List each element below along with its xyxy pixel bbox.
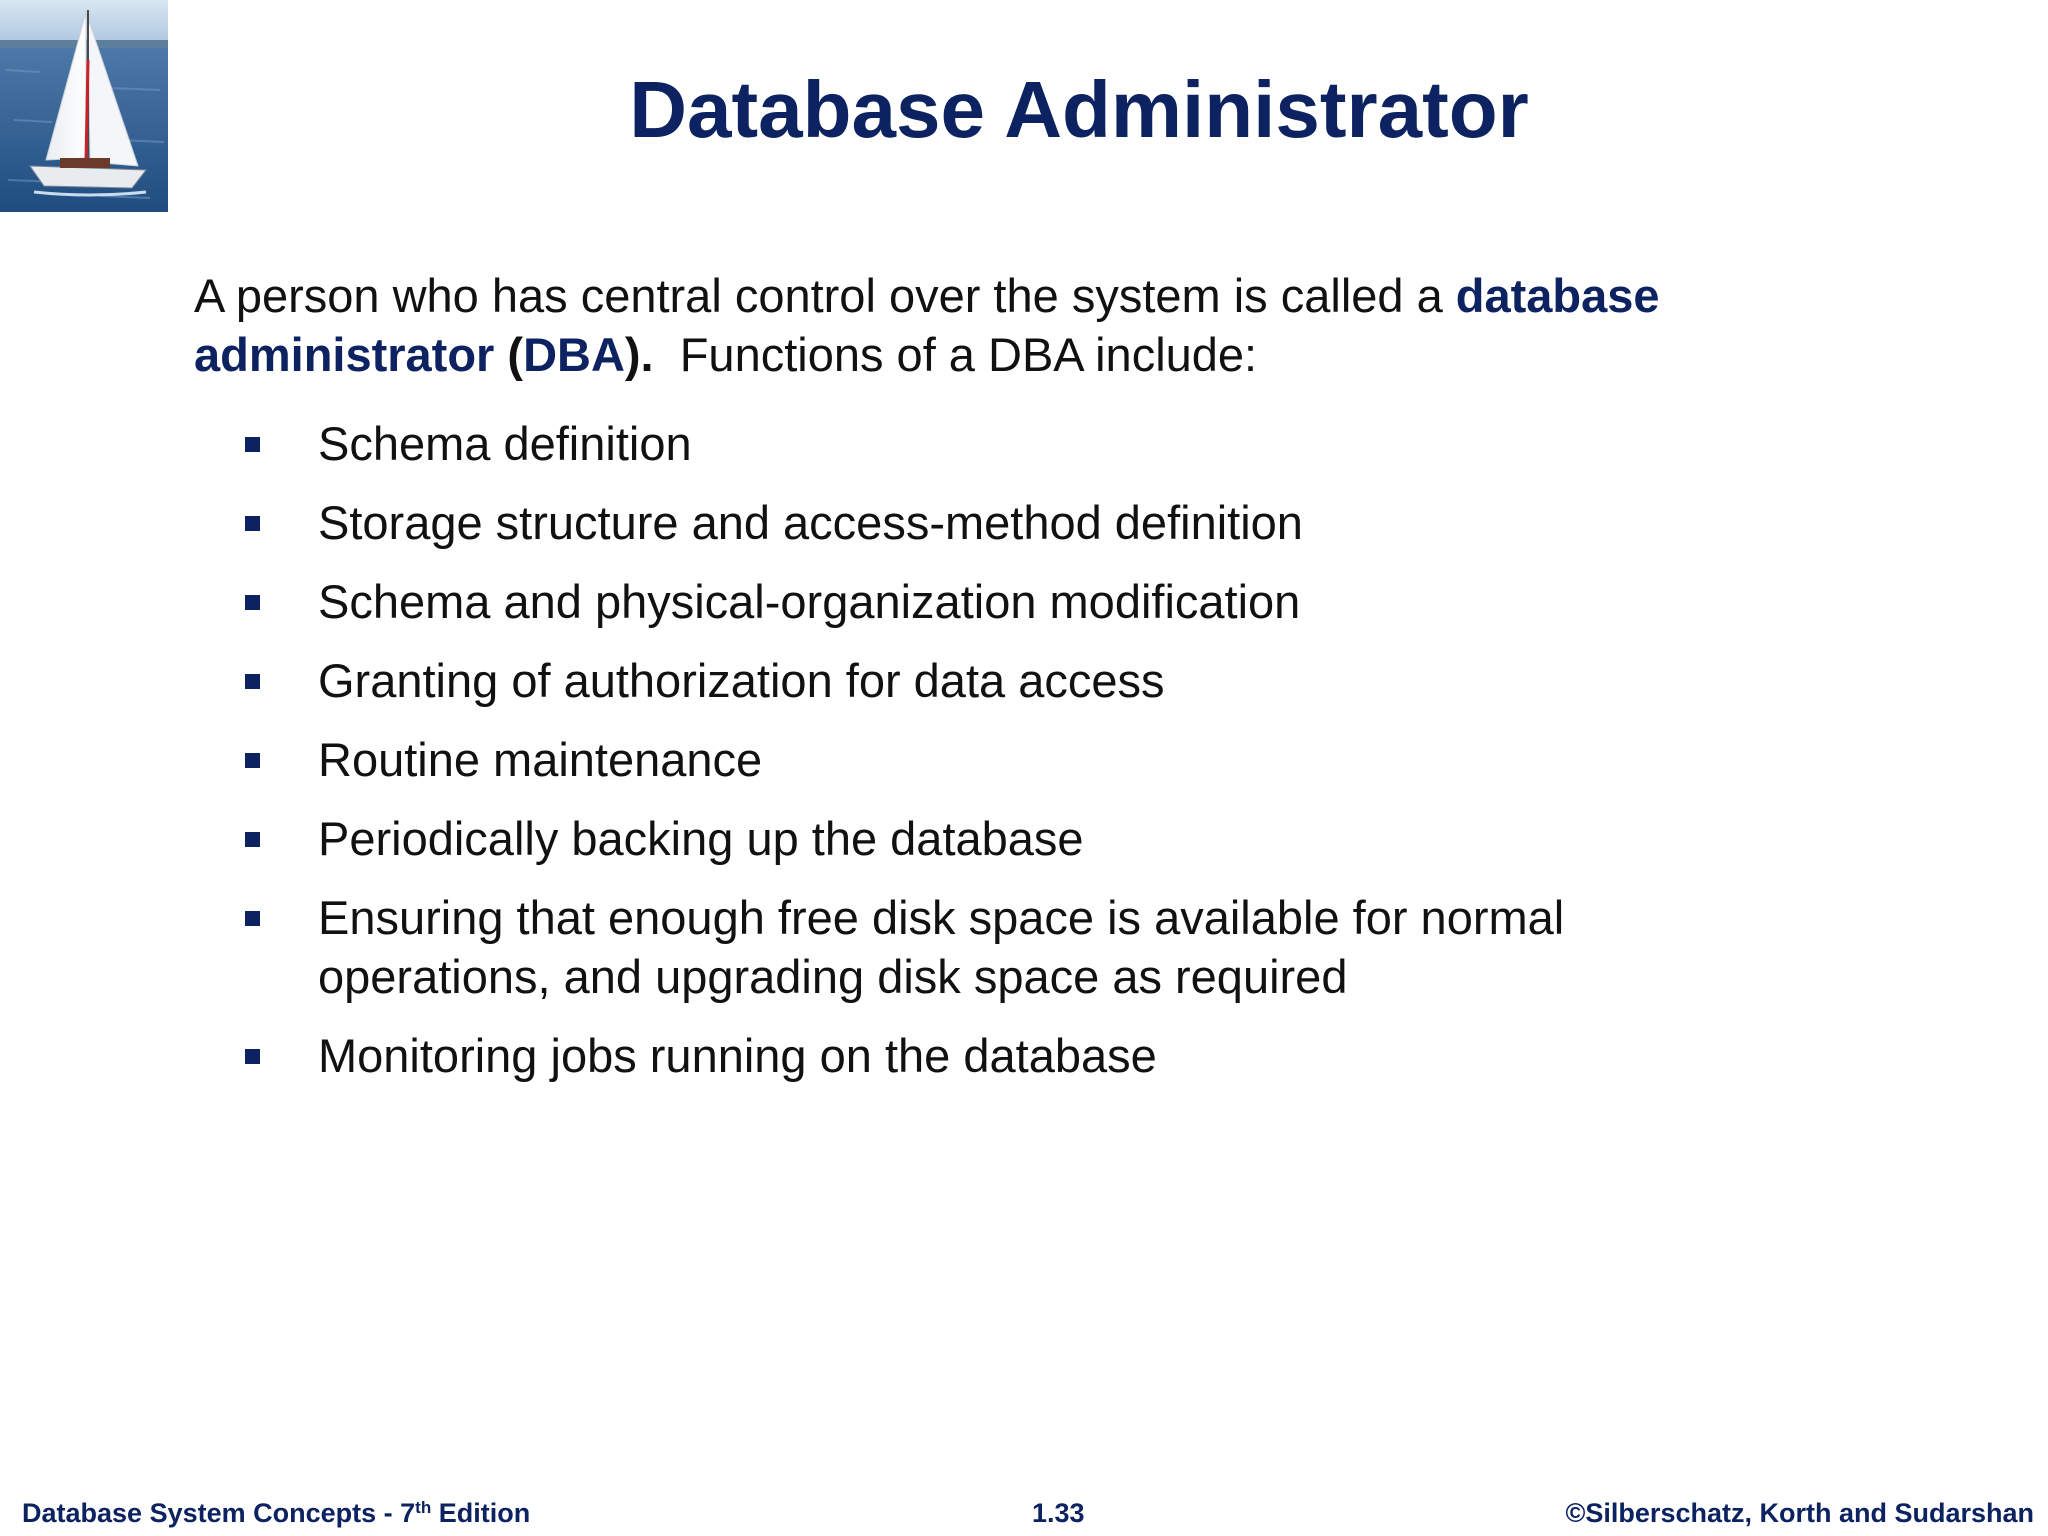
intro-text-start: A person who has central control over the system is called a bbox=[194, 269, 1456, 322]
footer-edition-superscript: th bbox=[415, 1498, 432, 1517]
highlight-term-administrator: administrator bbox=[194, 328, 495, 381]
list-item bbox=[244, 1026, 1744, 1085]
list-item-text: Monitoring jobs running on the database bbox=[318, 1029, 1157, 1082]
list-item-text: Ensuring that enough free disk space is available for normal operations, and upgrading disk space as required bbox=[318, 891, 1565, 1003]
intro-paragraph bbox=[194, 266, 1794, 384]
bullet-square-icon bbox=[245, 832, 260, 847]
bullet-square-icon bbox=[245, 911, 260, 926]
intro-text-end: Functions of a DBA include: bbox=[653, 328, 1258, 381]
list-item bbox=[244, 809, 1744, 868]
slide-title: Database Administrator bbox=[629, 65, 1529, 154]
list-item bbox=[244, 730, 1744, 789]
list-item bbox=[244, 414, 1744, 473]
list-item bbox=[244, 572, 1744, 631]
paren-close: ). bbox=[624, 328, 654, 381]
highlight-term-database: database bbox=[1455, 269, 1660, 322]
list-item bbox=[244, 651, 1744, 710]
bullet-square-icon bbox=[245, 753, 260, 768]
highlight-abbr-dba: DBA bbox=[523, 328, 625, 381]
bullet-square-icon bbox=[245, 595, 260, 610]
list-item bbox=[244, 493, 1744, 552]
list-item-text: Schema definition bbox=[318, 417, 692, 470]
paren-open: ( bbox=[494, 328, 524, 381]
bullet-square-icon bbox=[245, 437, 260, 452]
bullet-square-icon bbox=[245, 1049, 260, 1064]
list-item-text: Periodically backing up the database bbox=[318, 812, 1084, 865]
list-item-text: Routine maintenance bbox=[318, 733, 763, 786]
footer-book-title bbox=[22, 1497, 530, 1529]
list-item-text: Granting of authorization for data access bbox=[318, 654, 1165, 707]
footer-edition-word: Edition bbox=[431, 1498, 531, 1528]
list-item-text: Storage structure and access-method definition bbox=[318, 496, 1303, 549]
footer-copyright: ©Silberschatz, Korth and Sudarshan bbox=[1565, 1498, 2034, 1528]
footer-book-text: Database System Concepts - 7 bbox=[22, 1498, 416, 1528]
bullet-square-icon bbox=[245, 516, 260, 531]
list-item bbox=[244, 888, 1648, 1006]
bullet-square-icon bbox=[245, 674, 260, 689]
footer-page-number: 1.33 bbox=[1032, 1498, 1085, 1528]
list-item-text: Schema and physical-organization modification bbox=[318, 575, 1301, 628]
dba-functions-list bbox=[244, 414, 1744, 1105]
